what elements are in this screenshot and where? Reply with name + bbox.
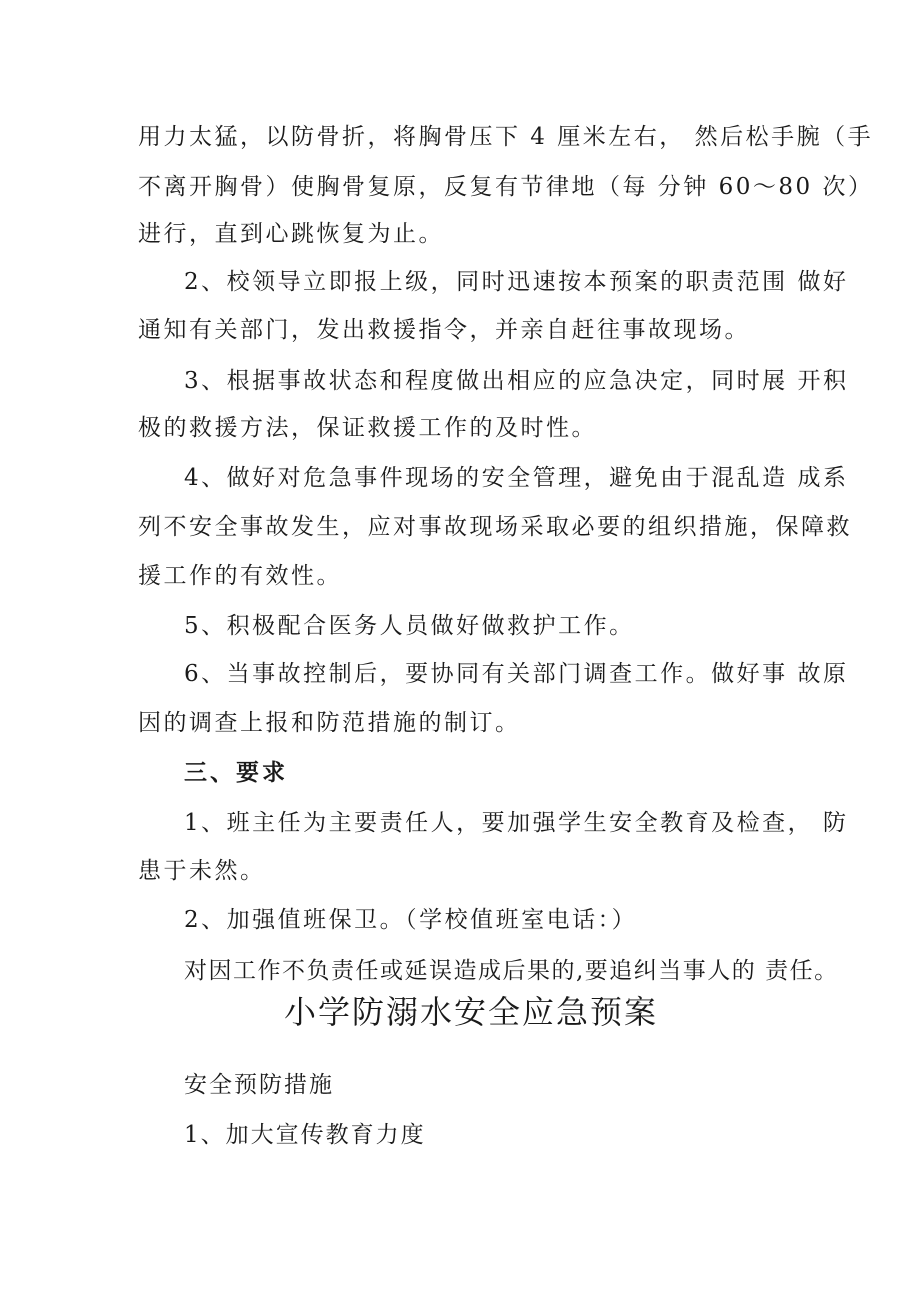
item-6-line-2: 因的调查上报和防范措施的制订。 (138, 710, 521, 736)
item-4-line-2: 列不安全事故发生，应对事故现场采取必要的组织措施，保障救 (138, 514, 852, 540)
item-2-line-1: 2、校领导立即报上级，同时迅速按本预案的职责范围 做好 (184, 269, 849, 295)
item-6-line-1: 6、当事故控制后，要协同有关部门调查工作。做好事 故原 (184, 661, 849, 687)
requirement-2-line-1: 2、加强值班保卫。（学校值班室电话：） (184, 907, 638, 933)
item-4-line-1: 4、做好对危急事件现场的安全管理，避免由于混乱造 成系 (184, 465, 849, 491)
item-5-line-1: 5、积极配合医务人员做好做救护工作。 (184, 613, 635, 639)
item-3-line-2: 极的救援方法，保证救援工作的及时性。 (138, 415, 597, 441)
section-heading-requirements: 三、要求 (184, 760, 288, 786)
accountability-line: 对因工作不负责任或延误造成后果的,要追纠当事人的 责任。 (184, 958, 839, 984)
item-2-line-2: 通知有关部门，发出救援指令，并亲自赶往事故现场。 (138, 317, 750, 343)
subsection-heading: 安全预防措施 (184, 1072, 334, 1098)
requirement-1-line-2: 患于未然。 (138, 858, 266, 884)
cpr-paragraph-line-1: 用力太猛，以防骨折，将胸骨压下 4 厘米左右， 然后松手腕（手 (138, 124, 874, 150)
item-3-line-1: 3、根据事故状态和程度做出相应的应急决定，同时展 开积 (184, 368, 849, 394)
document-title: 小学防溺水安全应急预案 (284, 993, 659, 1031)
requirement-1-line-1: 1、班主任为主要责任人，要加强学生安全教育及检查， 防 (184, 810, 849, 836)
cpr-paragraph-line-2: 不离开胸骨）使胸骨复原，反复有节律地（每 分钟 60～80 次） (138, 174, 874, 200)
item-4-line-3: 援工作的有效性。 (138, 563, 342, 589)
cpr-paragraph-line-3: 进行，直到心跳恢复为止。 (138, 221, 444, 247)
prevention-item-1: 1、加大宣传教育力度 (184, 1122, 426, 1148)
